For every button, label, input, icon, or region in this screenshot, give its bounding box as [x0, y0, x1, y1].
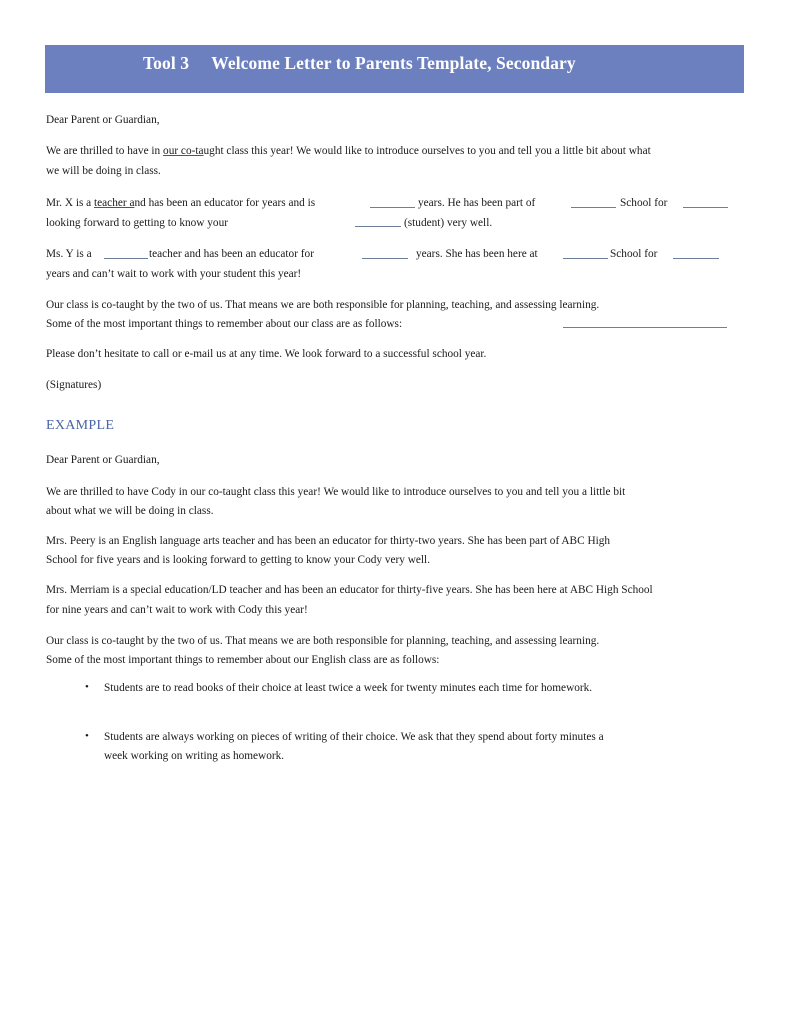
blank-field-student[interactable] [355, 226, 401, 227]
example-intro-line-1: We are thrilled to have Cody in our co-taught class this year! We would like to introduce ourselves to you and tell you a little bit [46, 486, 626, 498]
mr-x-text-d: School for [620, 197, 668, 209]
example-peery-line-2: School for five years and is looking forward to getting to know your Cody very well. [46, 554, 431, 566]
blank-field-ms-y-school[interactable] [563, 258, 608, 259]
blank-field-school[interactable] [571, 207, 616, 208]
intro-line-2: we will be doing in class. [46, 165, 161, 177]
blank-field-subject[interactable] [104, 258, 148, 259]
mr-x-underlined-text: teacher a [94, 197, 135, 209]
ms-y-text-d: School for [610, 248, 658, 260]
cotaught-line-2: Some of the most important things to remember about our class are as follows: [46, 318, 403, 330]
greeting: Dear Parent or Guardian, [46, 114, 160, 126]
mr-x-text-b: nd has been an educator for years and is [134, 197, 316, 209]
intro-underlined-text: our co-ta [163, 145, 204, 157]
example-merriam-line-1: Mrs. Merriam is a special education/LD teacher and has been an educator for thirty-five years. She has been here at ABC High School [46, 584, 653, 596]
ms-y-text-a: Ms. Y is a [46, 248, 92, 260]
intro-text-b: ught class this year! We would like to introduce ourselves to you and tell you a little bit about what [203, 145, 651, 157]
closing: Please don’t hesitate to call or e-mail us at any time. We look forward to a successful school year. [46, 348, 487, 360]
example-merriam-line-2: for nine years and can’t wait to work with Cody this year! [46, 604, 308, 616]
bullet-item-2-line-2: week working on writing as homework. [104, 750, 285, 762]
example-heading: EXAMPLE [46, 418, 115, 433]
example-greeting: Dear Parent or Guardian, [46, 454, 160, 466]
mr-x-text-a: Mr. X is a [46, 197, 95, 209]
ms-y-text-b: teacher and has been an educator for [149, 248, 314, 260]
bullet-item-1: Students are to read books of their choice at least twice a week for twenty minutes each time for homework. [104, 682, 593, 694]
blank-field-ms-y-school-years[interactable] [673, 258, 719, 259]
bullet-item-2-line-1: Students are always working on pieces of writing of their choice. We ask that they spend about forty minutes a [104, 731, 604, 743]
example-peery-line-1: Mrs. Peery is an English language arts teacher and has been an educator for thirty-two years. She has been part of ABC High [46, 535, 611, 547]
bullet-icon: • [85, 681, 89, 693]
example-intro-line-2: about what we will be doing in class. [46, 505, 214, 517]
document-title: Tool 3 Welcome Letter to Parents Template, Secondary [143, 53, 576, 73]
blank-field-years[interactable] [370, 207, 415, 208]
intro-line-1 [46, 144, 651, 158]
blank-field-school-years[interactable] [683, 207, 728, 208]
signatures: (Signatures) [46, 379, 102, 391]
blank-field-ms-y-years[interactable] [362, 258, 408, 259]
intro-text-a: We are thrilled to have in [46, 145, 164, 157]
example-cotaught-line-2: Some of the most important things to remember about our English class are as follows: [46, 654, 440, 666]
cotaught-line-1: Our class is co-taught by the two of us. That means we are both responsible for planning, teaching, and assessing learning. [46, 299, 600, 311]
ms-y-text-c: years. She has been here at [416, 248, 538, 260]
blank-field-class-notes[interactable] [563, 327, 727, 328]
mr-x-line-2b: (student) very well. [404, 217, 493, 229]
example-cotaught-line-1: Our class is co-taught by the two of us. That means we are both responsible for planning, teaching, and assessing learning. [46, 635, 600, 647]
mr-x-line-1 [46, 196, 315, 210]
ms-y-line-2: years and can’t wait to work with your student this year! [46, 268, 302, 280]
mr-x-text-c: years. He has been part of [418, 197, 536, 209]
mr-x-line-2a: looking forward to getting to know your [46, 217, 228, 229]
bullet-icon: • [85, 730, 89, 742]
